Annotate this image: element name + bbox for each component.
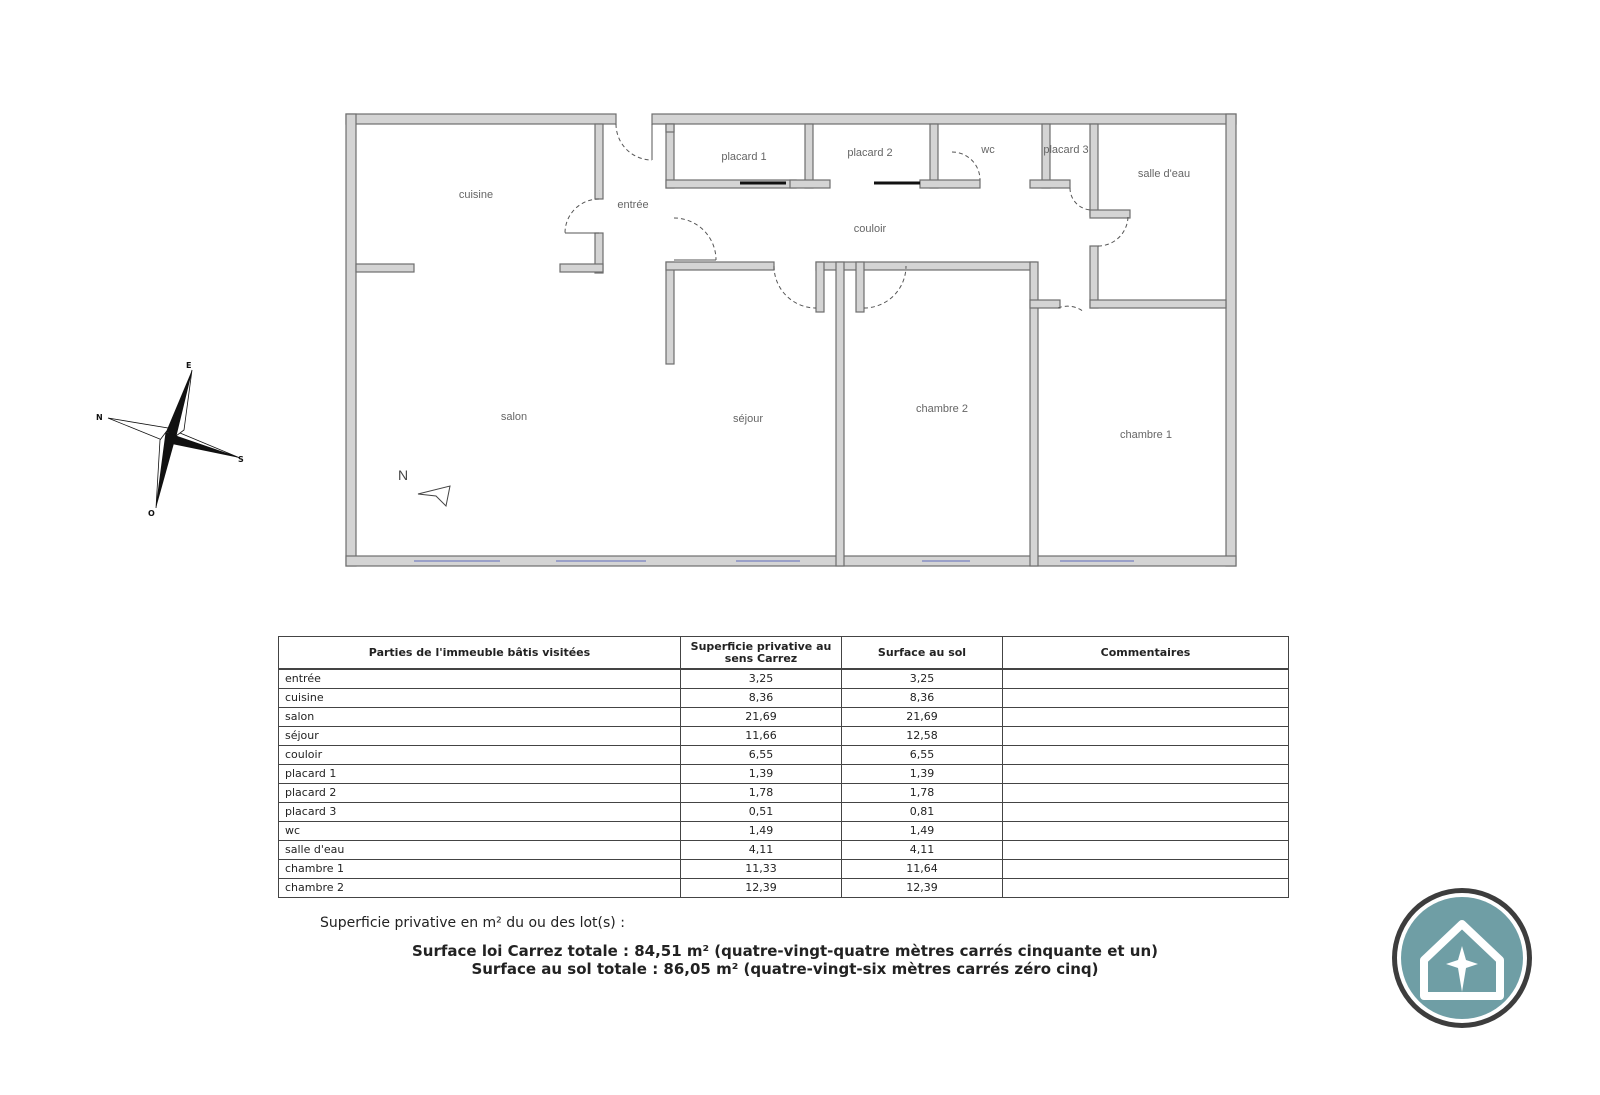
table-row [279,765,1289,784]
cell-comment [1003,727,1289,746]
room-label-placard-2: placard 2 [847,147,893,159]
room-label-salon: salon [500,411,528,423]
cell-part: chambre 1 [279,860,681,879]
cell-carrez: 21,69 [681,708,842,727]
table-row [279,689,1289,708]
table-row [279,669,1289,689]
cell-sol: 1,39 [842,765,1003,784]
plan-walls [346,114,1236,566]
cell-comment [1003,784,1289,803]
table-row [279,860,1289,879]
cell-sol: 0,81 [842,803,1003,822]
north-arrow-icon [418,486,450,506]
room-label-entree: entrée [617,199,649,211]
totals [280,942,1290,978]
cell-carrez: 1,39 [681,765,842,784]
cell-carrez: 1,49 [681,822,842,841]
cell-part: wc [279,822,681,841]
cell-comment [1003,879,1289,898]
room-label-placard-1: placard 1 [721,151,767,163]
compass-s: S [238,455,244,464]
cell-carrez: 0,51 [681,803,842,822]
cell-carrez: 11,33 [681,860,842,879]
room-label-sejour: séjour [733,413,763,425]
table-row [279,727,1289,746]
table-row [279,803,1289,822]
table-row [279,841,1289,860]
cell-carrez: 1,78 [681,784,842,803]
house-ermine-logo-icon [1388,884,1536,1032]
cell-part: cuisine [279,689,681,708]
table-row [279,784,1289,803]
room-label-placard-3: placard 3 [1043,144,1089,156]
cell-sol: 8,36 [842,689,1003,708]
cell-sol: 12,39 [842,879,1003,898]
cell-part: salle d'eau [279,841,681,860]
header-sol: Surface au sol [842,637,1003,670]
cell-part: couloir [279,746,681,765]
cell-sol: 21,69 [842,708,1003,727]
cell-carrez: 12,39 [681,879,842,898]
table-row [279,879,1289,898]
room-label-wc: wc [981,144,995,156]
cell-comment [1003,669,1289,689]
cell-sol: 12,58 [842,727,1003,746]
compass-rose-icon [96,361,244,518]
cell-comment [1003,708,1289,727]
cell-comment [1003,765,1289,784]
cell-comment [1003,803,1289,822]
cell-carrez: 4,11 [681,841,842,860]
cell-part: séjour [279,727,681,746]
room-label-cuisine: cuisine [458,189,494,201]
cell-sol: 1,78 [842,784,1003,803]
surface-table [278,636,1289,898]
cell-part: chambre 2 [279,879,681,898]
cell-sol: 1,49 [842,822,1003,841]
cell-carrez: 8,36 [681,689,842,708]
cell-comment [1003,746,1289,765]
cell-part: salon [279,708,681,727]
cell-comment [1003,822,1289,841]
header-comments: Commentaires [1003,637,1289,670]
sol-total: Surface au sol totale : 86,05 m² (quatre-vingt-six mètres carrés zéro cinq) [471,960,1099,978]
cell-sol: 11,64 [842,860,1003,879]
table-row [279,746,1289,765]
cell-sol: 3,25 [842,669,1003,689]
cell-carrez: 11,66 [681,727,842,746]
table-body [279,669,1289,898]
room-label-chambre-2: chambre 2 [916,403,968,415]
table-header-row [279,637,1289,670]
compass-n: N [96,413,103,422]
compass-o: O [148,509,155,518]
cell-comment [1003,689,1289,708]
cell-part: placard 1 [279,765,681,784]
header-part: Parties de l'immeuble bâtis visitées [279,637,681,670]
cell-part: placard 2 [279,784,681,803]
cell-carrez: 6,55 [681,746,842,765]
room-label-chambre-1: chambre 1 [1120,429,1172,441]
table-row [279,822,1289,841]
header-carrez: Superficie privative au sens Carrez [681,637,842,670]
summary-label: Superficie privative en m² du ou des lot(s) : [320,915,625,931]
room-label-salle-deau: salle d'eau [1137,168,1191,180]
cell-comment [1003,841,1289,860]
cell-part: entrée [279,669,681,689]
plan-north-marker [398,467,450,506]
cell-sol: 6,55 [842,746,1003,765]
cell-comment [1003,860,1289,879]
cell-sol: 4,11 [842,841,1003,860]
compass-e: E [186,361,192,370]
room-label-couloir: couloir [853,223,887,235]
north-marker-letter: N [398,467,409,483]
cell-part: placard 3 [279,803,681,822]
table-row [279,708,1289,727]
cell-carrez: 3,25 [681,669,842,689]
carrez-total: Surface loi Carrez totale : 84,51 m² (quatre-vingt-quatre mètres carrés cinquante et un) [412,942,1158,960]
